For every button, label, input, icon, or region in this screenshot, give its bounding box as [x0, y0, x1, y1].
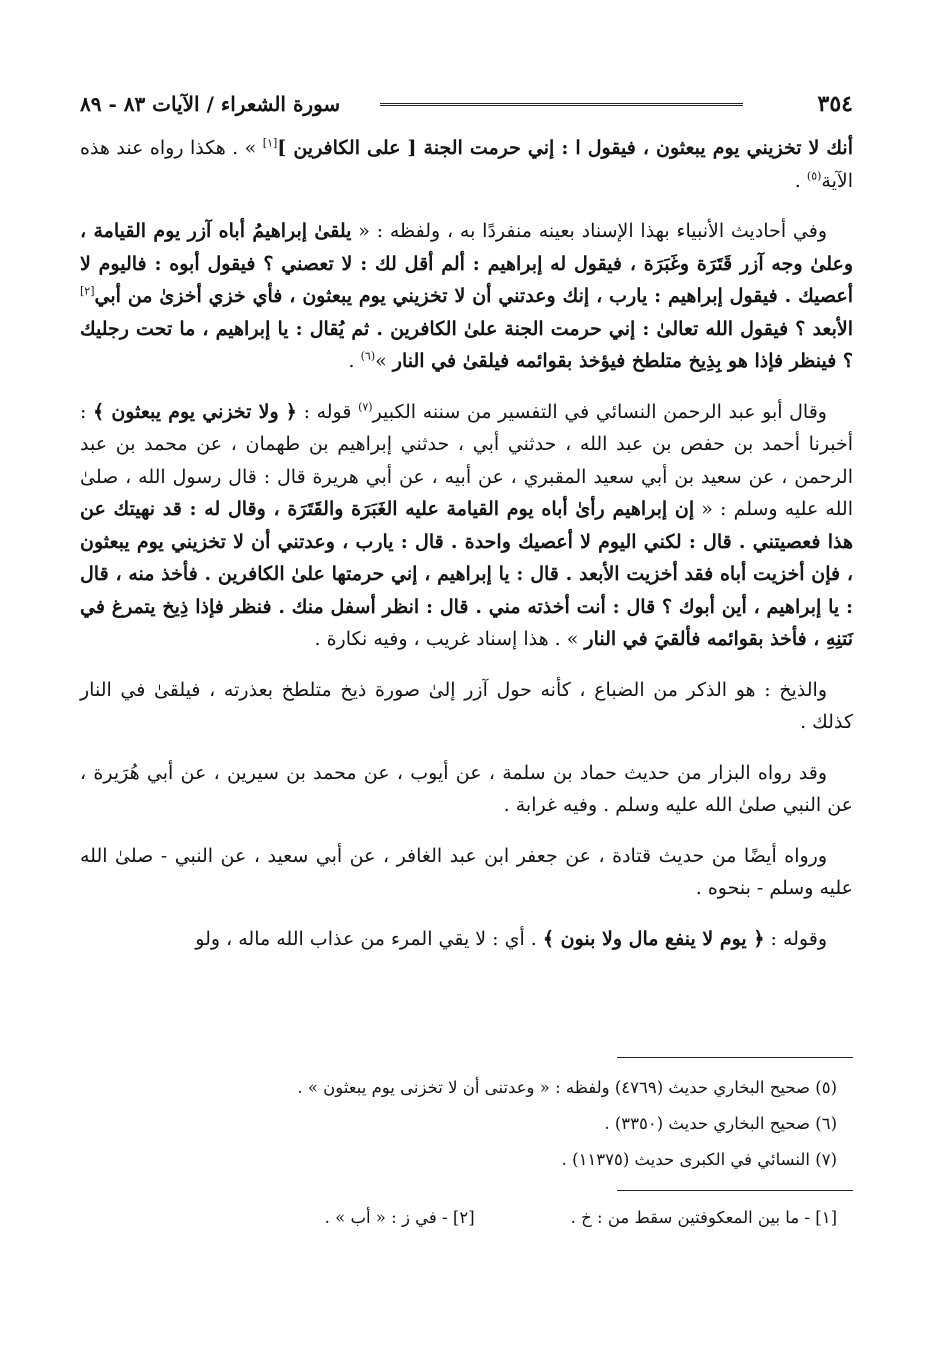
- footnote-6: (٦) صحيح البخاري حديث (٣٣٥٠) .: [604, 1114, 837, 1133]
- variant-note-1: [١] - ما بين المعكوفتين سقط من : خ .: [570, 1208, 837, 1227]
- quran-verse: ﴿ يوم لا ينفع مال ولا بنون ﴾: [542, 927, 765, 950]
- paragraph-3: [80, 396, 853, 656]
- header-rule: [380, 103, 743, 106]
- text-run: .: [348, 350, 361, 372]
- variant-notes: [80, 1208, 837, 1227]
- variant-ref-2: [٢]: [80, 284, 95, 298]
- text-run: وفي أحاديث الأنبياء بهذا الإسناد بعينه منفردًا به ، ولفظه : «: [351, 220, 827, 242]
- text-run: .: [794, 169, 807, 192]
- paragraph-7: [80, 923, 853, 956]
- text-run: » . هكذا رواه عند هذه الآية: [80, 137, 853, 192]
- text-run: وقال أبو عبد الرحمن النسائي في التفسير من سننه الكبير: [372, 400, 827, 423]
- text-run: . أي : لا يقي المرء من عذاب الله ماله ، ولو: [195, 927, 543, 950]
- footnote-ref-7: (٧): [358, 400, 373, 414]
- text-run: قوله :: [296, 400, 359, 423]
- hadith-text: يلقىٰ إبراهيمُ أباه آزر يوم القيامة ، وعلىٰ وجه آزر قَتَرَة وغَبَرَة ، فيقول له إبراهيم : ألم أقل لك : لا تعصني ؟ فيقول أبوه : فاليوم لا أعصيك . فيقول إبراهيم : يارب ، إنك وعدتني أن لا تخزيني يوم يبعثون ، فأي خزي أخزىٰ من أبي: [80, 220, 853, 307]
- text-run: : أخبرنا أحمد بن حفص بن عبد الله ، حدثني أبي ، حدثني إبراهيم بن طهمان ، عن محمد بن عبد الرحمن ، عن سعيد بن أبي سعيد المقبري ، عن أبيه ، عن أبي هريرة قال : قال رسول الله ، صلىٰ الله عليه وسلم : «: [80, 400, 853, 520]
- running-title: سورة الشعراء / الآيات ٨٣ - ٨٩: [80, 92, 341, 116]
- footnote-ref-6: (٦): [360, 349, 376, 363]
- variant-ref-1: [١]: [262, 136, 278, 150]
- main-text: [80, 132, 853, 973]
- paragraph-4: والذيخ : هو الذكر من الضباع ، كأنه حول آزر إلىٰ صورة ذيخ متلطخ بعذرته ، فيلقىٰ في النار كذلك .: [80, 678, 853, 733]
- footnote-ref-5: (٥): [806, 169, 822, 183]
- text-run: »: [375, 350, 393, 372]
- quran-verse: ﴿ ولا تخزني يوم يبعثون ﴾: [93, 400, 297, 423]
- paragraph-6: ورواه أيضًا من حديث قتادة ، عن جعفر ابن عبد الغافر ، عن أبي سعيد ، عن النبي - صلىٰ الله عليه وسلم - بنحوه .: [80, 844, 853, 899]
- hadith-text: إن إبراهيم رأىٰ أباه يوم القيامة عليه الغَبَرَة والقَتَرَة ، وقال له : قد نهيتك عن هذا فعصيتني . قال : لكني اليوم لا أعصيك واحدة . قال : يارب ، وعدتني أن لا تخزيني يوم يبعثون ، فإن أخزيت أباه فقد أخزيت الأبعد . قال : يا إبراهيم ، إني حرمتها علىٰ الكافرين . فأخذ منه ، قال : يا إبراهيم ، أين أبوك ؟ قال : أنت أخذته مني . قال : انظر أسفل منك . فنظر فإذا ذِيخ يتمرغ في نَتنِهِ ، فأخذ بقوائمه فألقيَ في النار: [80, 498, 853, 650]
- footnote-5: (٥) صحيح البخاري حديث (٤٧٦٩) ولفظه : « وعدتنى أن لا تخزنى يوم يبعثون » .: [297, 1078, 837, 1097]
- paragraph-1: [80, 132, 853, 197]
- text-run: وقوله :: [764, 927, 827, 950]
- page-number: ٣٥٤: [817, 91, 853, 117]
- footnote-separator: [617, 1057, 853, 1058]
- page-header: [80, 86, 853, 122]
- footnotes: [80, 1070, 837, 1178]
- variant-note-2: [٢] - في ز : « أب » .: [324, 1208, 475, 1227]
- variants-separator: [617, 1190, 853, 1191]
- quote-text: أنك لا تخزيني يوم يبعثون ، فيقول ا : إني حرمت الجنة [ على الكافرين ]: [277, 137, 854, 159]
- text-run: » . هذا إسناد غريب ، وفيه نكارة .: [314, 628, 585, 650]
- footnote-7: (٧) النسائي في الكبرى حديث (١١٣٧٥) .: [561, 1150, 837, 1169]
- paragraph-5: وقد رواه البزار من حديث حماد بن سلمة ، عن أيوب ، عن محمد بن سيرين ، عن أبي هُرَيرة ، عن النبي صلىٰ الله عليه وسلم . وفيه غرابة .: [80, 761, 853, 816]
- paragraph-2: [80, 215, 853, 378]
- hadith-text: الأبعد ؟ فيقول الله تعالىٰ : إني حرمت الجنة علىٰ الكافرين . ثم يُقال : يا إبراهيم ، ما تحت رجليك ؟ فينظر فإذا هو بِذِيخ متلطخ فيؤخذ بقوائمه فيلقىٰ في النار: [80, 317, 853, 372]
